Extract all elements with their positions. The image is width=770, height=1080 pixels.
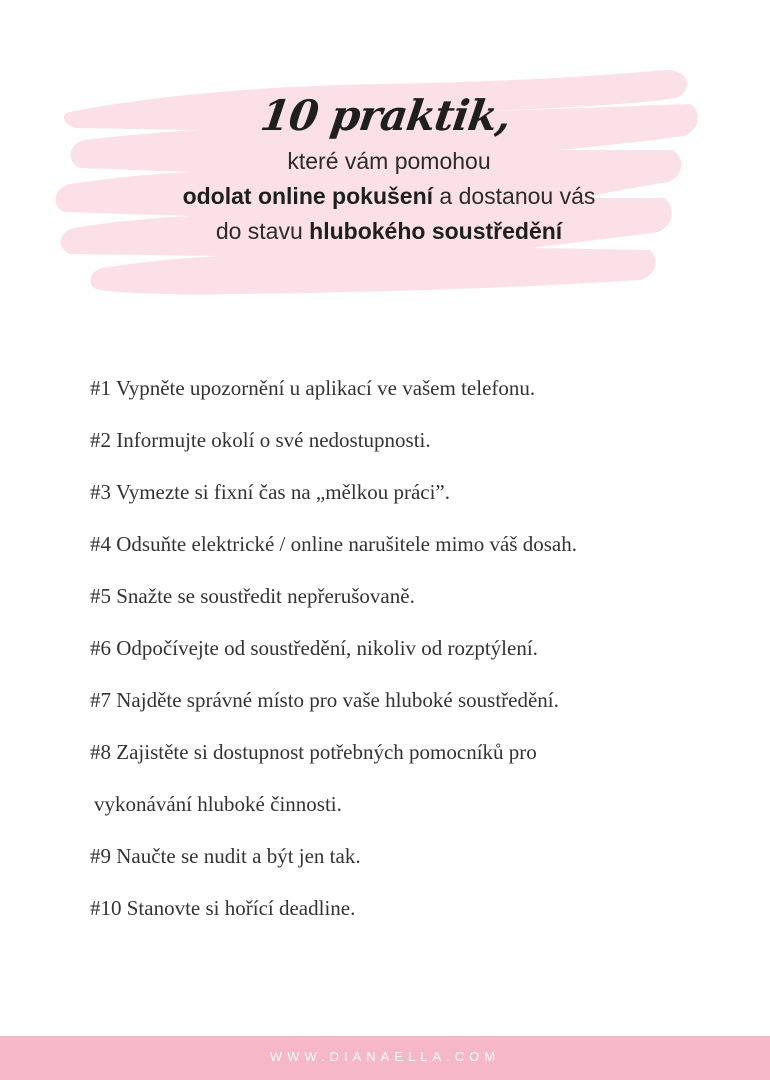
- tip-1: #1 Vypněte upozornění u aplikací ve vašem telefonu.: [90, 376, 536, 400]
- footer-website: WWW.DIANAELLA.COM: [269, 1049, 501, 1064]
- footer-bar: [0, 1036, 770, 1080]
- tip-3: #3 Vymezte si fixní čas na „mělkou práci”.: [90, 480, 450, 504]
- tip-10: #10 Stanovte si hořící deadline.: [90, 896, 356, 920]
- subtitle-line-3: [8, 214, 770, 249]
- header: [0, 88, 770, 249]
- tip-4: #4 Odsuňte elektrické / online narušitele mimo váš dosah.: [90, 532, 577, 556]
- tip-8-continuation: vykonávání hluboké činnosti.: [94, 792, 342, 816]
- subtitle-line-2-bold: odolat online pokušení: [182, 183, 434, 209]
- subtitle-line-2-rest: a dostanou vás: [433, 183, 596, 209]
- tips-list: [90, 362, 730, 934]
- subtitle-line-3-prefix: do stavu: [215, 218, 310, 244]
- tip-5: #5 Snažte se soustředit nepřerušovaně.: [90, 584, 415, 608]
- subtitle-line-1: [8, 144, 770, 179]
- tip-7: #7 Najděte správné místo pro vaše hluboké soustředění.: [90, 688, 559, 712]
- tip-6: #6 Odpočívejte od soustředění, nikoliv od rozptýlení.: [90, 636, 538, 660]
- tip-9: #9 Naučte se nudit a být jen tak.: [90, 844, 361, 868]
- tip-8: #8 Zajistěte si dostupnost potřebných pomocníků pro: [90, 740, 537, 764]
- script-title: 10 praktik,: [257, 91, 513, 140]
- subtitle-line-2: [8, 179, 770, 214]
- tip-2: #2 Informujte okolí o své nedostupnosti.: [90, 428, 431, 452]
- subtitle-line-1-text: které vám pomohou: [287, 148, 491, 174]
- subtitle-line-3-bold: hlubokého soustředění: [309, 218, 563, 244]
